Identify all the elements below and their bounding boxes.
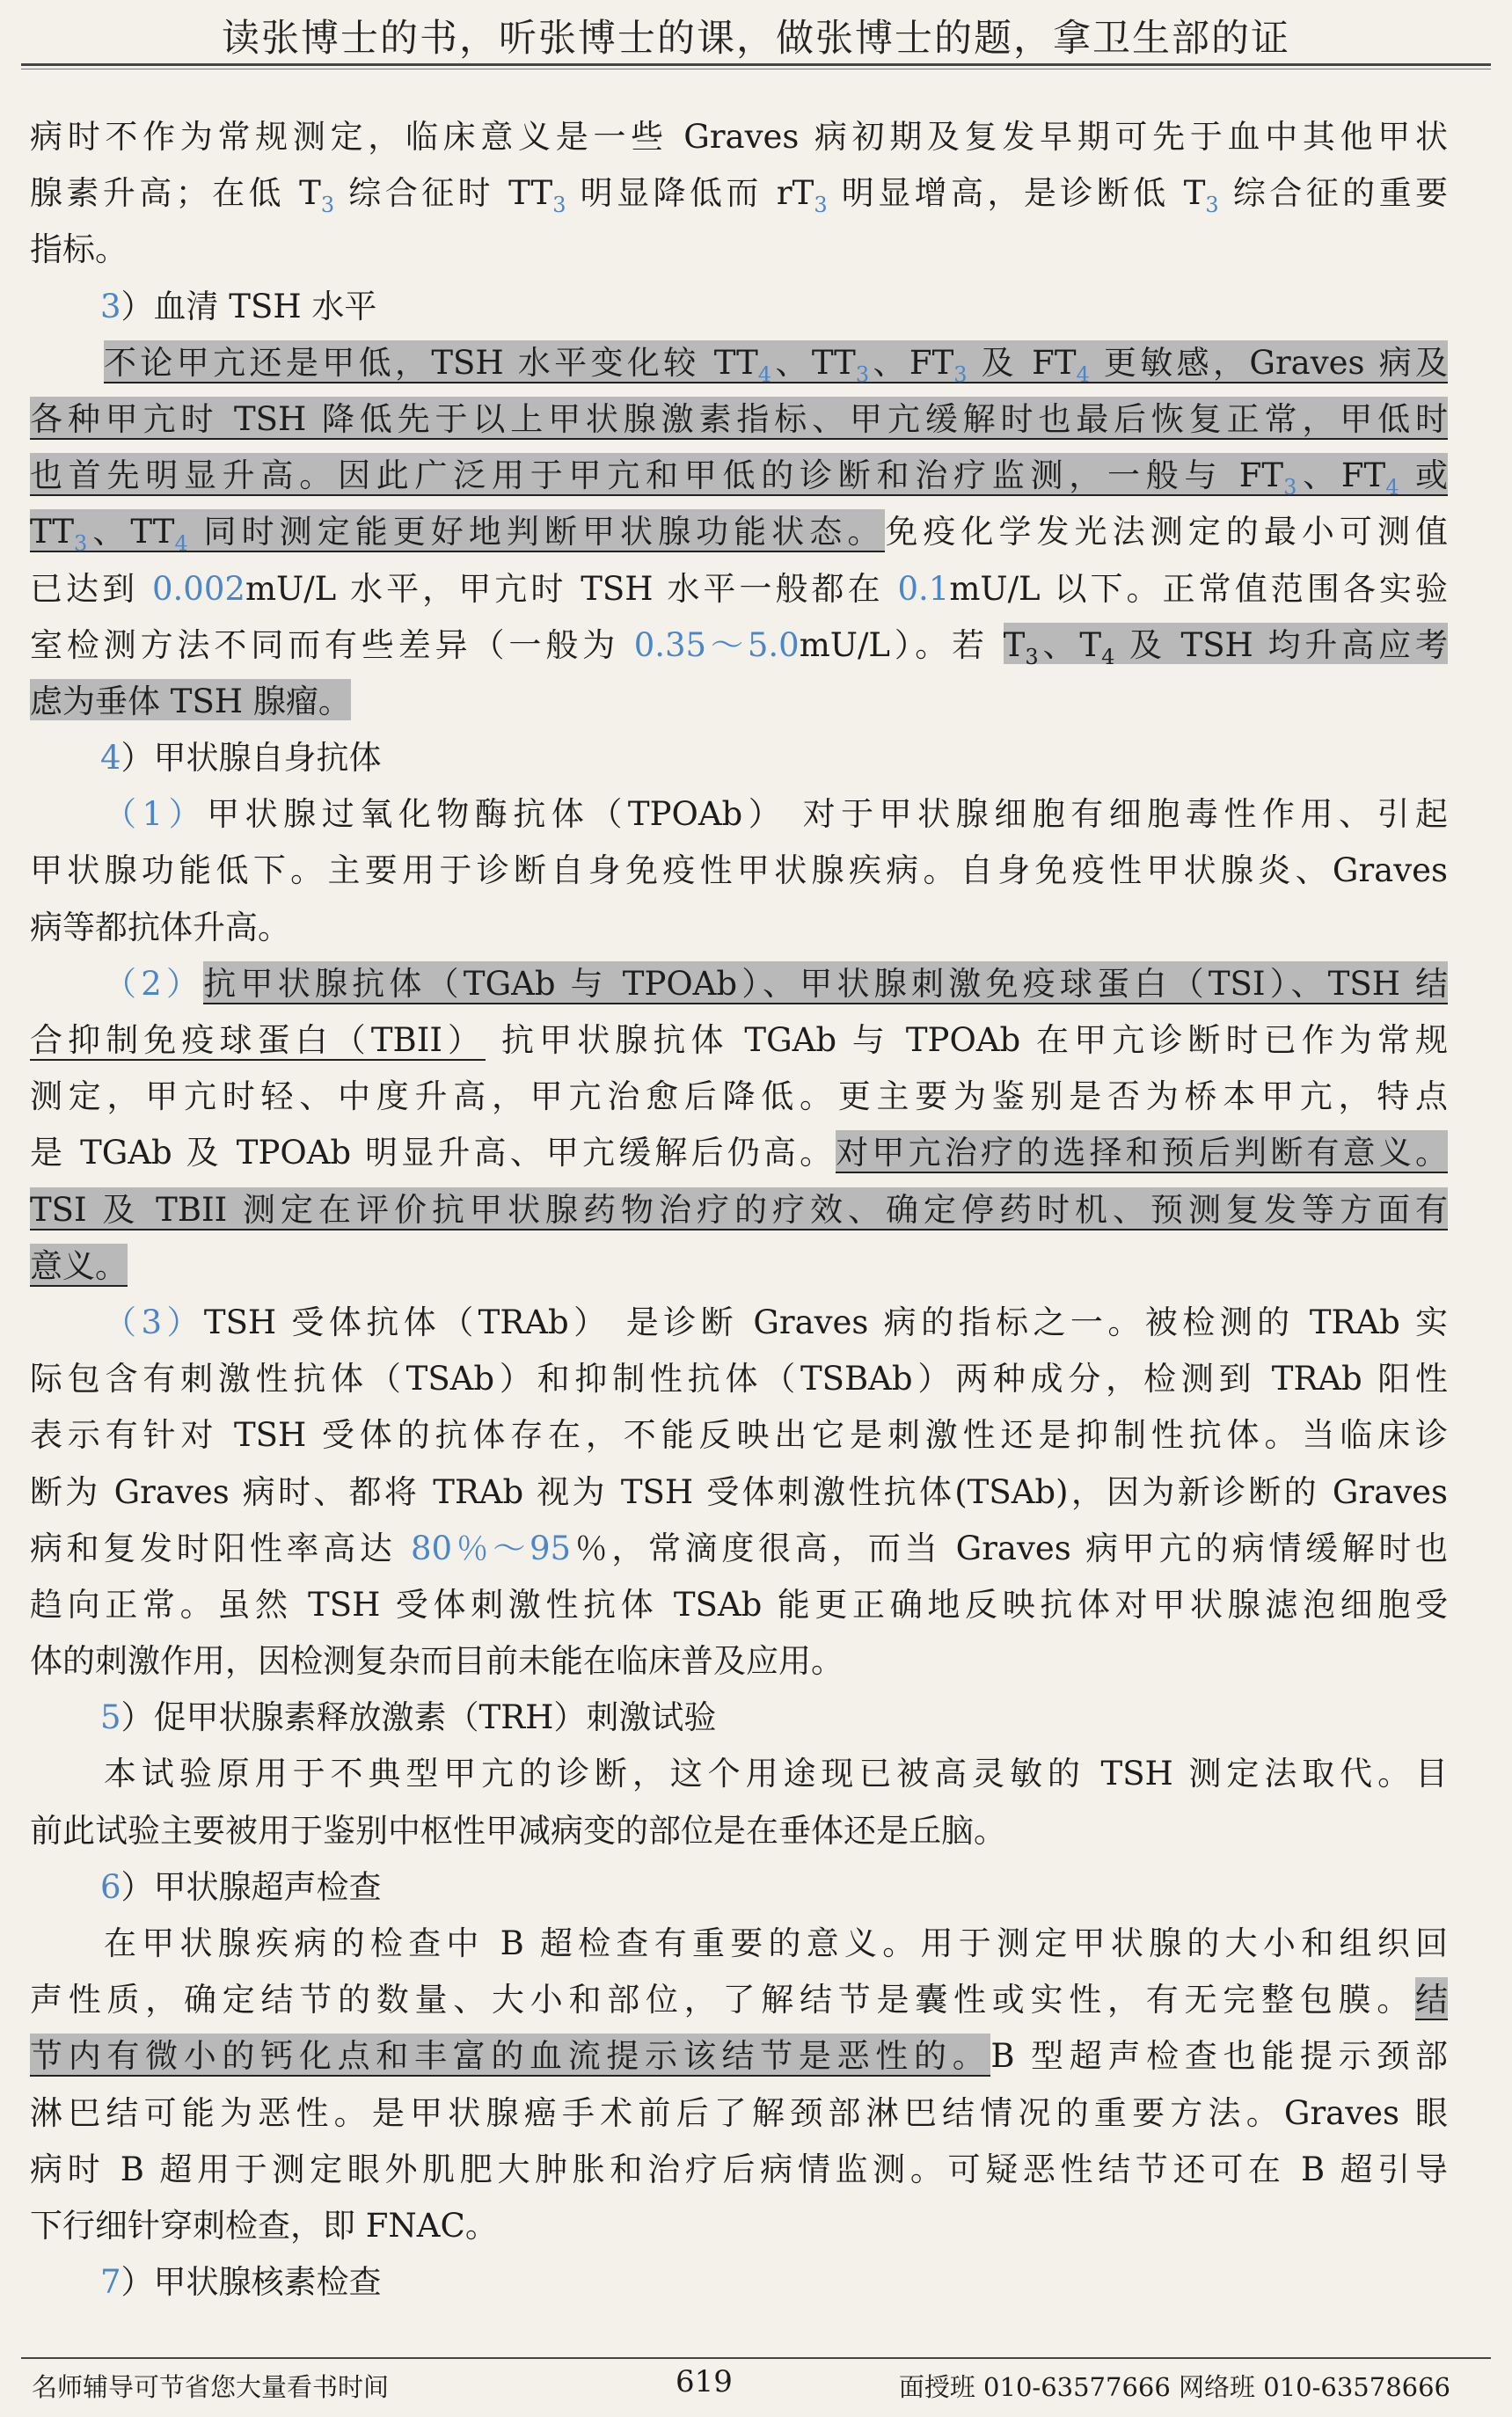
text-line: 各种甲亢时 TSH 降低先于以上甲状腺激素指标、甲亢缓解时也最后恢复正常，甲低时 bbox=[30, 399, 1448, 438]
header-title: 读张博士的书，听张博士的课，做张博士的题，拿卫生部的证 bbox=[222, 17, 1290, 61]
text-line: 淋巴结可能为恶性。是甲状腺癌手术前后了解颈部淋巴结情况的重要方法。Graves 眼 bbox=[30, 2093, 1448, 2132]
page-footer bbox=[0, 2357, 1512, 2417]
text-line: 节内有微小的钙化点和丰富的血流提示该结节是恶性的。B 型超声检查也能提示颈部 bbox=[30, 2037, 1449, 2076]
page-header bbox=[0, 0, 1512, 69]
section-heading: 4）甲状腺自身抗体 bbox=[100, 739, 382, 778]
text-line: 测定，甲亢时轻、中度升高，甲亢治愈后降低。更主要为鉴别是否为桥本甲亢，特点 bbox=[30, 1077, 1448, 1116]
section-heading: 7）甲状腺核素检查 bbox=[100, 2263, 382, 2302]
text-line: 病和复发时阳性率高达 80％～95％，常滴度很高，而当 Graves 病甲亢的病情缓解时也 bbox=[30, 1529, 1448, 1567]
text-line: 不论甲亢还是甲低，TSH 水平变化较 $TT_4$、$TT_3$、$FT_3$ 及 $FT_4$ 更敏感，Graves 病及 bbox=[104, 343, 1449, 387]
text-line: （3）TSH 受体抗体（TRAb） 是诊断 Graves 病的指标之一。被检测的 TRAb 实 bbox=[104, 1303, 1448, 1341]
text-line: 断为 Graves 病时、都将 TRAb 视为 TSH 受体刺激性抗体(TSAb)，因为新诊断的 Graves bbox=[30, 1472, 1448, 1511]
text-line: 已达到 0.002mU/L 水平，甲亢时 TSH 水平一般都在 0.1mU/L 以下。正常值范围各实验 bbox=[30, 569, 1449, 608]
text-line: 趋向正常。虽然 TSH 受体刺激性抗体 TSAb 能更正确地反映抗体对甲状腺滤泡细胞受 bbox=[30, 1585, 1448, 1624]
text-line: 甲状腺功能低下。主要用于诊断自身免疫性甲状腺疾病。自身免疫性甲状腺炎、Graves bbox=[30, 851, 1448, 890]
body-text bbox=[30, 109, 1448, 2311]
section-heading: 6）甲状腺超声检查 bbox=[100, 1867, 382, 1906]
text-line: 在甲状腺疾病的检查中 B 超检查有重要的意义。用于测定甲状腺的大小和组织回 bbox=[104, 1924, 1448, 1962]
footer-rule bbox=[21, 2357, 1491, 2359]
text-line: （1）甲状腺过氧化物酶抗体（TPOAb） 对于甲状腺细胞有细胞毒性作用、引起 bbox=[104, 795, 1448, 834]
text-line: 也首先明显升高。因此广泛用于甲亢和甲低的诊断和治疗监测，一般与 $FT_3$、$FT_4$ 或 bbox=[30, 456, 1448, 500]
header-rule bbox=[21, 63, 1491, 66]
section-heading: 5）促甲状腺素释放激素（TRH）刺激试验 bbox=[100, 1698, 717, 1737]
text-line: 室检测方法不同而有些差异（一般为 0.35～5.0mU/L）。若 $T_3$、$T_4$ 及 TSH 均升高应考 bbox=[30, 625, 1448, 669]
text-line: 虑为垂体 TSH 腺瘤。 bbox=[30, 682, 351, 720]
text-line: 病等都抗体升高。 bbox=[30, 908, 290, 946]
section-heading: 3）血清 TSH 水平 bbox=[100, 287, 377, 325]
text-line: 腺素升高；在低 $T_3$ 综合征时 $TT_3$ 明显降低而 $rT_3$ 明显增高，是诊断低 $T_3$ 综合征的重要 bbox=[30, 174, 1448, 218]
text-line: 病时不作为常规测定，临床意义是一些 Graves 病初期及复发早期可先于血中其他甲状 bbox=[30, 118, 1448, 156]
text-line: 病时 B 超用于测定眼外肌肥大肿胀和治疗后病情监测。可疑恶性结节还可在 B 超引导 bbox=[30, 2150, 1448, 2188]
text-line: 意义。 bbox=[30, 1246, 128, 1285]
text-line: 是 TGAb 及 TPOAb 明显升高、甲亢缓解后仍高。对甲亢治疗的选择和预后判断有意义。 bbox=[30, 1134, 1449, 1172]
text-line: 指标。 bbox=[30, 230, 128, 269]
text-line: （2）抗甲状腺抗体（TGAb 与 TPOAb）、甲状腺刺激免疫球蛋白（TSI）、TSH 结 bbox=[104, 964, 1448, 1003]
text-line: $TT_3$、$TT_4$ 同时测定能更好地判断甲状腺功能状态。免疫化学发光法测定的最小可测值 bbox=[30, 513, 1449, 557]
text-line: 下行细针穿刺检查，即 FNAC。 bbox=[30, 2206, 498, 2245]
text-line: 前此试验主要被用于鉴别中枢性甲减病变的部位是在垂体还是丘脑。 bbox=[30, 1811, 1006, 1850]
text-line: 合抑制免疫球蛋白（TBII） 抗甲状腺抗体 TGAb 与 TPOAb 在甲亢诊断时已作为常规 bbox=[30, 1021, 1448, 1059]
footer-contact: 面授班 010-63577666 网络班 010-63578666 bbox=[898, 2372, 1450, 2402]
text-line: 声性质，确定结节的数量、大小和部位，了解结节是囊性或实性，有无完整包膜。结 bbox=[30, 1981, 1448, 2019]
text-line: TSI 及 TBII 测定在评价抗甲状腺药物治疗的疗效、确定停药时机、预测复发等方面有 bbox=[30, 1190, 1448, 1229]
text-line: 际包含有刺激性抗体（TSAb）和抑制性抗体（TSBAb）两种成分，检测到 TRAb 阳性 bbox=[30, 1360, 1448, 1398]
page-number: 619 bbox=[676, 2364, 733, 2399]
text-line: 体的刺激作用，因检测复杂而目前未能在临床普及应用。 bbox=[30, 1642, 844, 1681]
text-line: 本试验原用于不典型甲亢的诊断，这个用途现已被高灵敏的 TSH 测定法取代。目 bbox=[104, 1755, 1448, 1793]
text-line: 表示有针对 TSH 受体的抗体存在，不能反映出它是刺激性还是抑制性抗体。当临床诊 bbox=[30, 1416, 1448, 1455]
footer-slogan: 名师辅导可节省您大量看书时间 bbox=[32, 2372, 390, 2402]
